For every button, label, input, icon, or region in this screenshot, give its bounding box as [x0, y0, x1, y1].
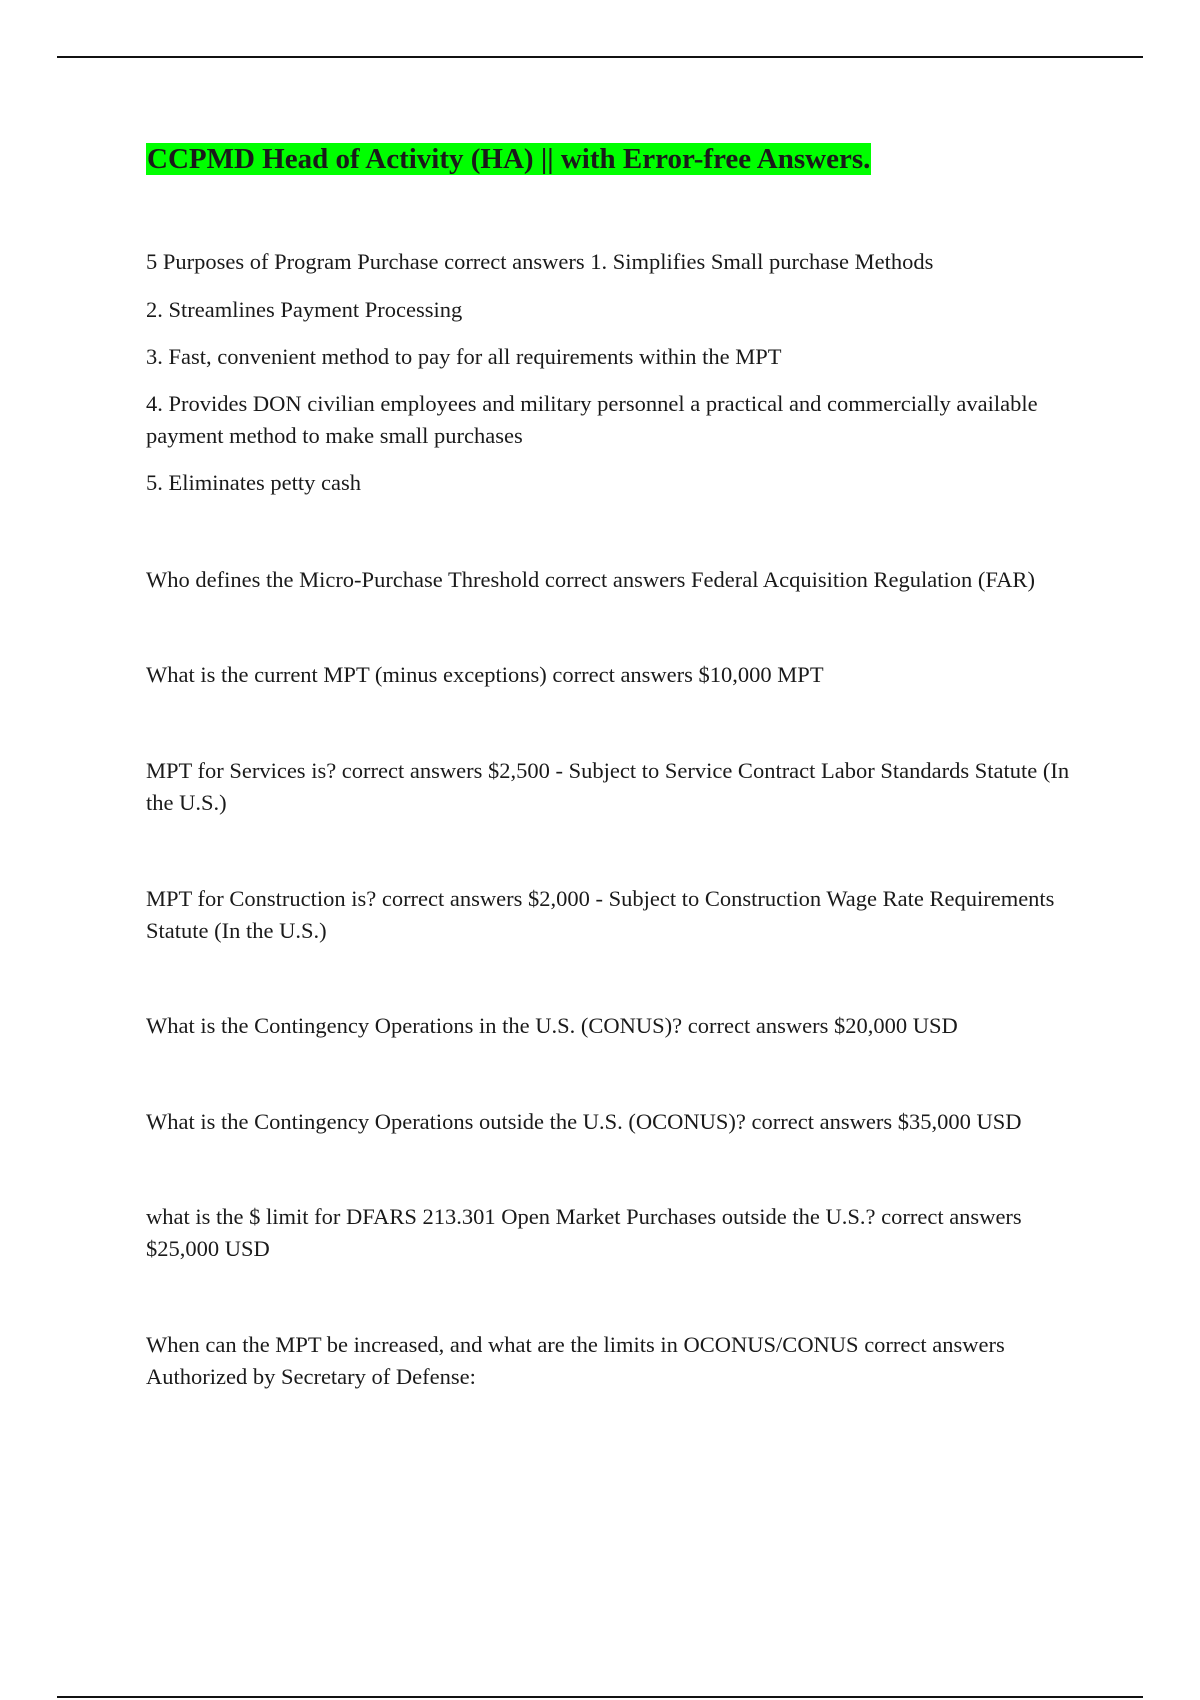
qa-item: When can the MPT be increased, and what are the limits in OCONUS/CONUS correct answers Authorized by Secretary of Defense: — [146, 1332, 1005, 1389]
document-title-highlight: CCPMD Head of Activity (HA) || with Error-free Answers. — [147, 143, 871, 175]
qa-item: what is the $ limit for DFARS 213.301 Open Market Purchases outside the U.S.? correct answers $25,000 USD — [146, 1204, 1022, 1261]
qa-item: What is the Contingency Operations outside the U.S. (OCONUS)? correct answers $35,000 USD — [146, 1109, 1022, 1134]
qa-line: 2. Streamlines Payment Processing — [146, 297, 463, 322]
qa-item: What is the current MPT (minus exceptions) correct answers $10,000 MPT — [146, 662, 824, 687]
document-title — [146, 140, 1096, 178]
header-rule — [57, 56, 1143, 58]
footer-rule — [57, 1696, 1143, 1698]
qa-line: 4. Provides DON civilian employees and military personnel a practical and commercially available payment method to make small purchases — [146, 391, 1038, 448]
qa-item: MPT for Services is? correct answers $2,500 - Subject to Service Contract Labor Standards Statute (In the U.S.) — [146, 758, 1070, 815]
qa-item: What is the Contingency Operations in the U.S. (CONUS)? correct answers $20,000 USD — [146, 1013, 958, 1038]
qa-line: 5 Purposes of Program Purchase correct answers 1. Simplifies Small purchase Methods — [146, 249, 934, 274]
document-body — [146, 140, 1096, 1393]
qa-item: Who defines the Micro-Purchase Threshold correct answers Federal Acquisition Regulation (FAR) — [146, 567, 1035, 592]
qa-item-purposes — [146, 246, 1096, 499]
qa-line: 3. Fast, convenient method to pay for all requirements within the MPT — [146, 344, 782, 369]
qa-line: 5. Eliminates petty cash — [146, 470, 361, 495]
qa-item: MPT for Construction is? correct answers $2,000 - Subject to Construction Wage Rate Requirements Statute (In the U.S.) — [146, 886, 1055, 943]
